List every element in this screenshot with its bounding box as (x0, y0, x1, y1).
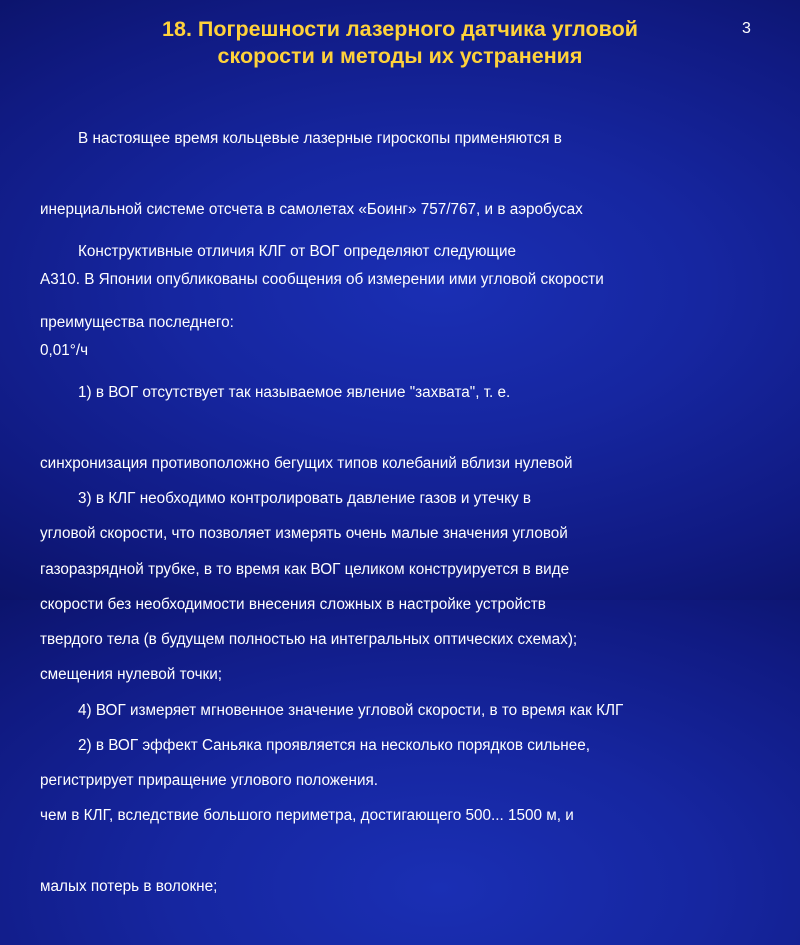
list-item-start: 3) в КЛГ необходимо контролировать давление газов и утечку в (78, 490, 531, 507)
text-line: В настоящее время кольцевые лазерные гироскопы применяются в (78, 130, 562, 147)
text-line: преимущества последнего: (40, 313, 234, 331)
list-item-start: 2) в ВОГ эффект Саньяка проявляется на несколько порядков сильнее, (78, 736, 590, 754)
text-line: газоразрядной трубке, в то время как ВОГ целиком конструируется в виде (40, 560, 570, 578)
text-line: твердого тела (в будущем полностью на интегральных оптических схемах); (40, 631, 578, 648)
text-line: чем в КЛГ, вследствие большого периметра, достигающего 500... 1500 м, и (40, 807, 574, 824)
text-line: инерциальной системе отсчета в самолетах «Боинг» 757/767, и в аэробусах (40, 200, 583, 218)
slide-title-line: 18. Погрешности лазерного датчика угловой (162, 17, 638, 41)
text-line: синхронизация противоположно бегущих типов колебаний вблизи нулевой (40, 454, 573, 472)
text-line: угловой скорости, что позволяет измерять очень малые значения угловой (40, 525, 568, 542)
paragraph-advantages-continued (40, 440, 623, 840)
text-line: малых потерь в волокне; (40, 877, 218, 895)
slide-title (80, 16, 720, 70)
text-line: скорости без необходимости внесения сложных в настройке устройств (40, 595, 546, 613)
list-item-start: 1) в ВОГ отсутствует так называемое явление "захвата", т. е. (78, 384, 511, 401)
slide-title-line: скорости и методы их устранения (217, 44, 583, 68)
page-number: 3 (742, 20, 751, 37)
text-line: смещения нулевой точки; (40, 666, 223, 683)
list-item-start: 4) ВОГ измеряет мгновенное значение угловой скорости, в то время как КЛГ (78, 701, 624, 719)
text-line: 0,01°/ч (40, 341, 89, 359)
text-line: Конструктивные отличия КЛГ от ВОГ определяют следующие (78, 243, 517, 260)
text-line: регистрирует приращение углового положения. (40, 772, 379, 789)
text-line: А310. В Японии опубликованы сообщения об измерении ими угловой скорости (40, 271, 604, 288)
